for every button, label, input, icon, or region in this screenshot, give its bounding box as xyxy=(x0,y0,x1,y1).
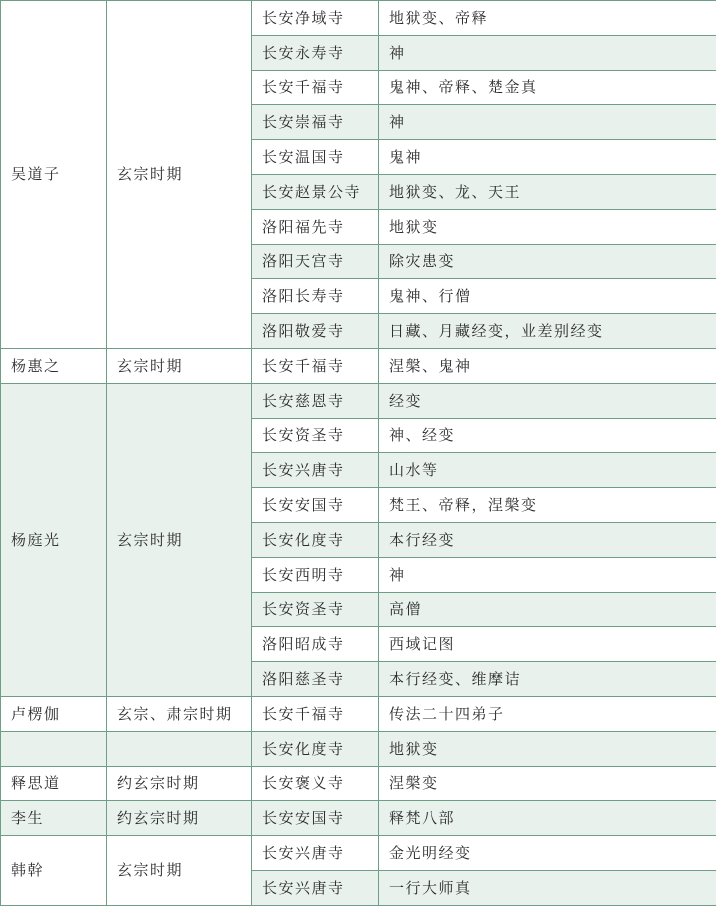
temple-cell: 长安安国寺 xyxy=(252,801,379,836)
temple-cell: 长安慈恩寺 xyxy=(252,383,379,418)
table-row xyxy=(1,836,716,871)
content-cell: 梵王、帝释，涅槃变 xyxy=(379,488,716,523)
artist-cell: 李生 xyxy=(1,801,107,836)
table-row xyxy=(1,348,716,383)
content-cell: 高僧 xyxy=(379,592,716,627)
period-cell xyxy=(107,731,252,766)
content-cell: 神 xyxy=(379,105,716,140)
content-cell: 涅槃变 xyxy=(379,766,716,801)
temple-cell: 洛阳福先寺 xyxy=(252,209,379,244)
temple-cell: 长安崇福寺 xyxy=(252,105,379,140)
content-cell: 地狱变、龙、天王 xyxy=(379,174,716,209)
table-row xyxy=(1,766,716,801)
temple-cell: 长安净域寺 xyxy=(252,1,379,36)
content-cell: 鬼神、行僧 xyxy=(379,279,716,314)
content-cell: 日藏、月藏经变，业差别经变 xyxy=(379,314,716,349)
table-row xyxy=(1,1,716,36)
temple-cell: 长安温国寺 xyxy=(252,140,379,175)
temple-cell: 长安赵景公寺 xyxy=(252,174,379,209)
temple-cell: 洛阳长寿寺 xyxy=(252,279,379,314)
artist-cell: 释思道 xyxy=(1,766,107,801)
temple-cell: 长安千福寺 xyxy=(252,70,379,105)
temple-cell: 长安安国寺 xyxy=(252,488,379,523)
temple-cell: 长安永寿寺 xyxy=(252,35,379,70)
table-row xyxy=(1,383,716,418)
content-cell: 鬼神 xyxy=(379,140,716,175)
content-cell: 神、经变 xyxy=(379,418,716,453)
content-cell: 经变 xyxy=(379,383,716,418)
temple-cell: 洛阳天宫寺 xyxy=(252,244,379,279)
artist-cell: 卢楞伽 xyxy=(1,696,107,731)
content-cell: 本行经变 xyxy=(379,522,716,557)
table-body xyxy=(1,1,716,906)
content-cell: 地狱变 xyxy=(379,209,716,244)
temple-cell: 长安化度寺 xyxy=(252,731,379,766)
content-cell: 金光明经变 xyxy=(379,836,716,871)
temple-cell: 长安千福寺 xyxy=(252,696,379,731)
content-cell: 本行经变、维摩诘 xyxy=(379,662,716,697)
content-cell: 鬼神、帝释、楚金真 xyxy=(379,70,716,105)
period-cell: 玄宗时期 xyxy=(107,348,252,383)
content-cell: 除灾患变 xyxy=(379,244,716,279)
artist-cell: 吴道子 xyxy=(1,1,107,349)
temple-cell: 洛阳慈圣寺 xyxy=(252,662,379,697)
temple-cell: 洛阳昭成寺 xyxy=(252,627,379,662)
artist-cell: 杨庭光 xyxy=(1,383,107,696)
content-cell: 西域记图 xyxy=(379,627,716,662)
period-cell: 约玄宗时期 xyxy=(107,766,252,801)
content-cell: 山水等 xyxy=(379,453,716,488)
table-row xyxy=(1,801,716,836)
artist-cell: 杨惠之 xyxy=(1,348,107,383)
temple-cell: 长安资圣寺 xyxy=(252,592,379,627)
period-cell: 玄宗、肃宗时期 xyxy=(107,696,252,731)
artist-cell xyxy=(1,731,107,766)
content-cell: 地狱变 xyxy=(379,731,716,766)
temple-cell: 长安资圣寺 xyxy=(252,418,379,453)
temple-cell: 长安兴唐寺 xyxy=(252,836,379,871)
content-cell: 地狱变、帝释 xyxy=(379,1,716,36)
content-cell: 神 xyxy=(379,35,716,70)
temple-cell: 长安兴唐寺 xyxy=(252,453,379,488)
content-cell: 释梵八部 xyxy=(379,801,716,836)
temple-cell: 长安西明寺 xyxy=(252,557,379,592)
artist-cell: 韩幹 xyxy=(1,836,107,906)
temple-cell: 洛阳敬爱寺 xyxy=(252,314,379,349)
temple-cell: 长安千福寺 xyxy=(252,348,379,383)
period-cell: 约玄宗时期 xyxy=(107,801,252,836)
content-cell: 神 xyxy=(379,557,716,592)
content-cell: 传法二十四弟子 xyxy=(379,696,716,731)
table-row xyxy=(1,731,716,766)
period-cell: 玄宗时期 xyxy=(107,836,252,906)
temple-cell: 长安化度寺 xyxy=(252,522,379,557)
content-cell: 一行大师真 xyxy=(379,870,716,905)
temple-cell: 长安褒义寺 xyxy=(252,766,379,801)
temple-cell: 长安兴唐寺 xyxy=(252,870,379,905)
content-cell: 涅槃、鬼神 xyxy=(379,348,716,383)
table-row xyxy=(1,696,716,731)
period-cell: 玄宗时期 xyxy=(107,1,252,349)
period-cell: 玄宗时期 xyxy=(107,383,252,696)
